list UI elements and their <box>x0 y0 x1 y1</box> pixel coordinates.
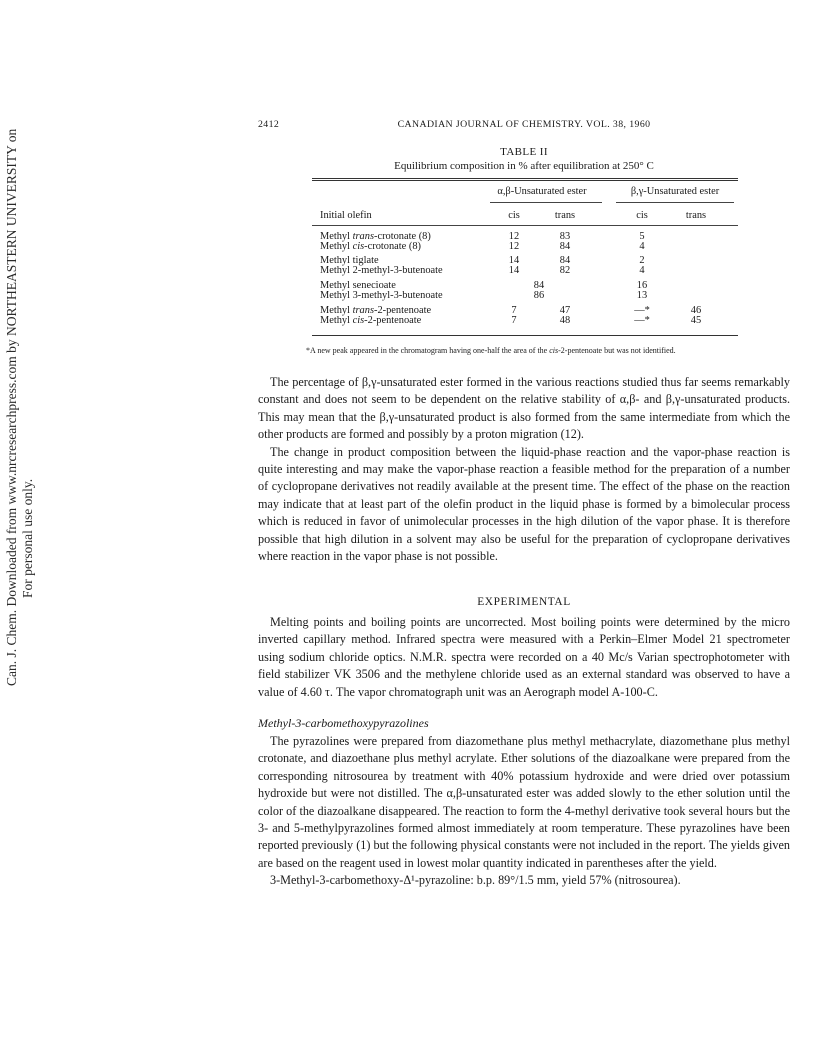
value-cis-alpha-beta: 12 <box>508 241 520 252</box>
olefin-name-part: -crotonate (8) <box>364 241 422 252</box>
footnote-italic: cis <box>549 346 559 355</box>
olefin-name-part: Methyl <box>320 315 353 326</box>
group-rule-1 <box>490 202 602 203</box>
paragraph-1: The percentage of β,γ-unsaturated ester formed in the various reactions studied thus far seems remarkably constant and does not seem to be dependent on the relative stability of α,β- and β,γ-unsaturated products. This may mean that the β,γ-unsaturated product is also formed from the same intermediate from which the other products are formed and possibly by a proton migration (12). <box>258 375 790 442</box>
value-trans-alpha-beta: 84 <box>559 241 571 252</box>
col-trans-1: trans <box>554 210 576 221</box>
value-trans-alpha-beta: 84 <box>559 255 571 266</box>
olefin-name-part: -2-pentenoate <box>364 315 422 326</box>
olefin-name-part: -2-pentenoate <box>374 305 432 316</box>
watermark-line-1: Can. J. Chem. Downloaded from www.nrcresearchpress.com by NORTHEASTERN UNIVERSITY on 11/13/14 <box>4 128 19 686</box>
row-header: Initial olefin <box>320 210 372 221</box>
paragraph-3: Melting points and boiling points are uncorrected. Most boiling points were determined by the micro inverted capillary method. Infrared spectra were measured with a Perkin–Elmer Model 21 spectrometer using sodium chloride optics. N.M.R. spectra were recorded on a 40 Mc/s Varian spectrophotometer with field stabilizer VK 3506 and the methylene chloride used as an external standard was observed to have a value of 4.60 τ. The vapor chromatograph unit was an Aerograph model A-100-C. <box>258 615 790 699</box>
olefin-name <box>320 291 443 302</box>
body-paragraphs-1 <box>258 374 790 565</box>
olefin-name <box>320 266 443 277</box>
olefin-name-part: Methyl <box>320 231 353 242</box>
value-cis-alpha-beta: 12 <box>508 231 520 242</box>
value-trans-beta-gamma: 45 <box>690 315 702 326</box>
olefin-name-italic: trans <box>352 231 374 242</box>
group-rule-2 <box>616 202 734 203</box>
olefin-name-part: Methyl tiglate <box>320 255 379 266</box>
table-caption: Equilibrium composition in % after equilibration at 250° C <box>394 160 654 172</box>
value-cis-beta-gamma: 4 <box>639 265 645 276</box>
running-head <box>258 119 790 135</box>
olefin-name-part: Methyl <box>320 305 353 316</box>
journal-title: CANADIAN JOURNAL OF CHEMISTRY. VOL. 38, 1960 <box>397 119 651 130</box>
value-trans-alpha-beta: 47 <box>559 305 571 316</box>
col-trans-2: trans <box>685 210 707 221</box>
olefin-name-part: Methyl <box>320 241 353 252</box>
footnote-text-a: *A new peak appeared in the chromatogram having one-half the area of the <box>306 346 550 355</box>
value-cis-beta-gamma: 5 <box>639 231 645 242</box>
value-cis-alpha-beta: 7 <box>511 305 517 316</box>
value-trans-alpha-beta: 83 <box>559 231 571 242</box>
olefin-name-part: Methyl senecioate <box>320 280 396 291</box>
olefin-name <box>320 316 421 327</box>
value-cis-beta-gamma: 4 <box>639 241 645 252</box>
download-watermark <box>2 128 38 688</box>
table-footnote <box>306 346 746 355</box>
table-title: TABLE II <box>500 146 548 158</box>
table-top-rule-2 <box>312 180 738 181</box>
value-cis-beta-gamma: 16 <box>636 280 648 291</box>
body-paragraphs-2 <box>258 614 790 701</box>
col-cis-1: cis <box>508 210 520 221</box>
value-alpha-beta: 86 <box>533 290 545 301</box>
experimental-heading: EXPERIMENTAL <box>477 596 571 608</box>
value-cis-beta-gamma: 13 <box>636 290 648 301</box>
body-paragraphs-3 <box>258 733 790 890</box>
value-cis-alpha-beta: 14 <box>508 265 520 276</box>
olefin-name-part: Methyl 2-methyl-3-butenoate <box>320 265 443 276</box>
olefin-name <box>320 242 421 253</box>
value-trans-alpha-beta: 82 <box>559 265 571 276</box>
olefin-name-italic: cis <box>352 315 365 326</box>
table-bottom-rule <box>312 335 738 336</box>
olefin-name-part: Methyl 3-methyl-3-butenoate <box>320 290 443 301</box>
table-top-rule <box>312 178 738 179</box>
olefin-name-italic: trans <box>352 305 374 316</box>
paragraph-4: The pyrazolines were prepared from diazomethane plus methyl methacrylate, diazomethane plus methyl crotonate, and diazoethane plus methyl acrylate. Ether solutions of the diazoalkane were prepared from the corresponding nitrosourea by treatment with 40% potassium hydroxide and were dried over potassium hydroxide but were not distilled. The α,β-unsaturated ester was added slowly to the ether solution until the color of the diazoalkane disappeared. The reaction to form the 4-methyl derivative took several hours but the 3- and 5-methylpyrazolines formed almost immediately at room temperature. These pyrazolines have been reported previously (1) but the following physical constants were not included in the report. The yields given are based on the reagent used in lowest molar quantity indicated in parentheses after the yield. <box>258 734 790 870</box>
footnote-text-b: -2-pentenoate but was not identified. <box>558 346 676 355</box>
value-trans-alpha-beta: 48 <box>559 315 571 326</box>
value-trans-beta-gamma: 46 <box>690 305 702 316</box>
paragraph-2: The change in product composition between the liquid-phase reaction and the vapor-phase reaction is quite interesting and may make the vapor-phase reaction a feasible method for the preparation of a number of cyclopropane derivatives not readily available at the present time. The effect of the phase on the reaction may indicate that at least part of the olefin product in the liquid phase is formed by a bimolecular process which is reduced in favor of unimolecular processes in the high dilution of the vapor phase. It is therefore possible that high dilution in a solvent may also be useful for the preparation of cyclopropane derivatives where reaction in the vapor phase is not possible. <box>258 444 790 564</box>
page-number: 2412 <box>258 119 280 130</box>
header-rule <box>312 225 738 226</box>
value-alpha-beta: 84 <box>533 280 545 291</box>
watermark-line-2: For personal use only. <box>20 478 35 598</box>
value-cis-alpha-beta: 7 <box>511 315 517 326</box>
group-header-beta-gamma: β,γ-Unsaturated ester <box>630 186 720 197</box>
section-subheading: Methyl-3-carbomethoxypyrazolines <box>258 716 429 730</box>
value-cis-beta-gamma: 2 <box>639 255 645 266</box>
value-cis-alpha-beta: 14 <box>508 255 520 266</box>
col-cis-2: cis <box>636 210 648 221</box>
olefin-name-part: -crotonate (8) <box>374 231 431 242</box>
value-cis-beta-gamma: —* <box>634 315 650 326</box>
paragraph-5: 3-Methyl-3-carbomethoxy-Δ¹-pyrazoline: b.p. 89°/1.5 mm, yield 57% (nitrosourea). <box>270 873 681 888</box>
group-header-alpha-beta: α,β-Unsaturated ester <box>497 186 587 197</box>
olefin-name-italic: cis <box>352 241 365 252</box>
value-cis-beta-gamma: —* <box>634 305 650 316</box>
